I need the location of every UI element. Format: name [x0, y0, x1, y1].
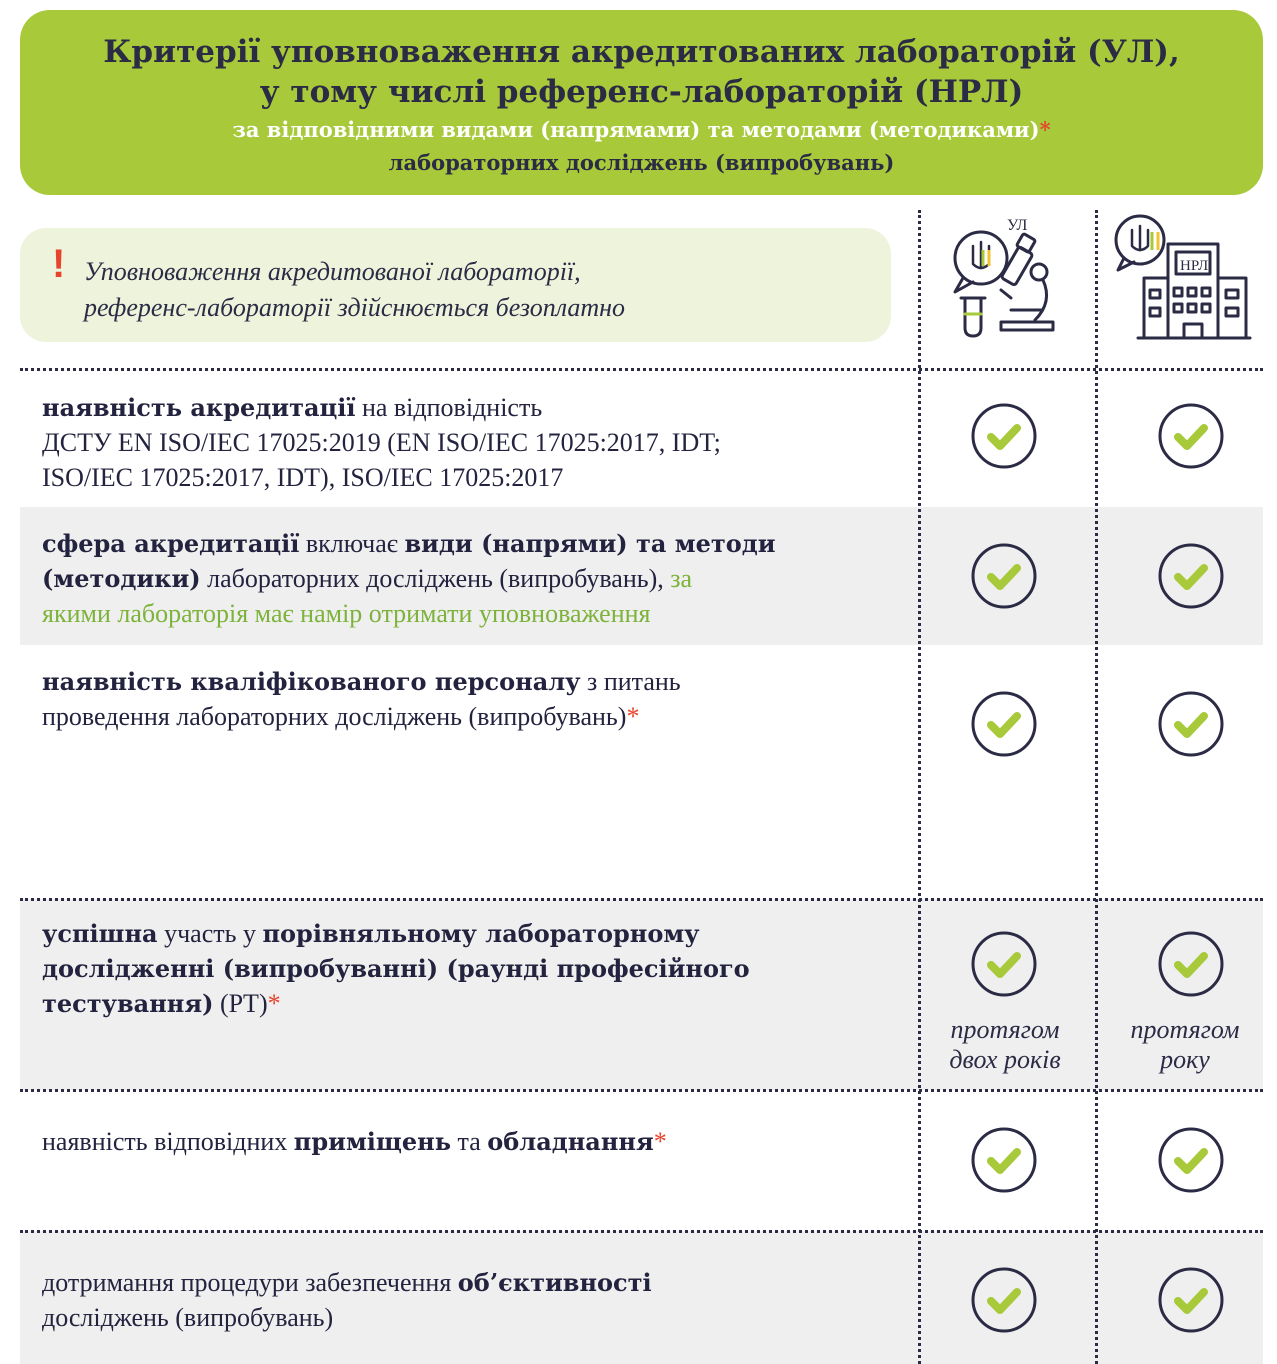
criterion-text: (PT) [213, 989, 268, 1018]
criterion-bold: види (напрями) та методи [404, 529, 776, 558]
row-divider [20, 368, 1263, 371]
criterion-text: участь у [157, 919, 263, 948]
criterion-highlight: за [670, 564, 693, 593]
nrl-label: НРЛ [1180, 258, 1209, 274]
row-divider [20, 1089, 1263, 1092]
criterion-text: дотримання процедури забезпечення [42, 1268, 458, 1297]
criterion-bold: наявність акредитації [42, 393, 356, 422]
row-divider [20, 1230, 1263, 1233]
criterion-bold: сфера акредитації [42, 529, 300, 558]
criterion-line: ISO/IEC 17025:2017, IDT), ISO/IEC 17025:2017 [42, 463, 564, 492]
subtitle-line-2: лабораторних досліджень (випробувань) [388, 150, 895, 175]
exclamation-icon: ! [52, 242, 66, 286]
nrl-period [1105, 1015, 1265, 1075]
title-banner [20, 10, 1263, 195]
laboratory-microscope-icon [943, 210, 1063, 345]
criterion-text: включає [299, 529, 405, 558]
criterion-bold: наявність кваліфікованого персоналу [42, 667, 581, 696]
check-circle-icon [970, 930, 1038, 998]
criterion-text: наявність відповідних [42, 1127, 294, 1156]
subtitle-line-1 [20, 115, 1263, 145]
criterion-accreditation-scope [42, 526, 776, 631]
criterion-bold: дослідженні (випробуванні) (раунді професійного [42, 954, 750, 983]
check-circle-icon [970, 1126, 1038, 1194]
ul-period [925, 1015, 1085, 1075]
check-circle-icon [1157, 1266, 1225, 1334]
notice-text [84, 254, 625, 326]
criterion-bold: тестування) [42, 989, 214, 1018]
check-circle-icon [1157, 930, 1225, 998]
column-divider [1095, 210, 1098, 1364]
check-circle-icon [970, 1266, 1038, 1334]
period-text: року [1160, 1045, 1210, 1074]
notice-line-1: Уповноваження акредитованої лабораторії, [84, 257, 581, 286]
subtitle-text: за відповідними видами (напрямами) та методами (методиками) [232, 117, 1040, 142]
criterion-qualified-staff [42, 664, 681, 734]
check-circle-icon [970, 542, 1038, 610]
criterion-bold: приміщень [293, 1127, 452, 1156]
free-of-charge-notice [20, 228, 891, 342]
criterion-bold: успішна [42, 919, 158, 948]
period-text: двох років [949, 1045, 1061, 1074]
title-line-1: Критерії уповноваження акредитованих лабораторій (УЛ), [103, 34, 1180, 70]
check-circle-icon [970, 690, 1038, 758]
footnote-star: * [626, 702, 640, 731]
footnote-star: * [1039, 117, 1051, 142]
check-circle-icon [1157, 1126, 1225, 1194]
criterion-line: досліджень (випробувань) [42, 1303, 334, 1332]
criterion-line: проведення лабораторних досліджень (випробувань) [42, 702, 627, 731]
footnote-star: * [267, 989, 281, 1018]
footnote-star: * [653, 1127, 667, 1156]
criterion-bold: (методики) [42, 564, 201, 593]
criterion-proficiency-testing [42, 916, 750, 1021]
notice-line-2: референс-лабораторії здійснюється безоплатно [84, 293, 626, 322]
period-text: протягом [950, 1015, 1060, 1044]
check-circle-icon [1157, 402, 1225, 470]
criterion-highlight: якими лабораторія має намір отримати уповноваження [42, 599, 651, 628]
criterion-text: лабораторних досліджень (випробувань), [200, 564, 671, 593]
row-bg-5 [20, 1090, 1263, 1231]
check-circle-icon [970, 402, 1038, 470]
criterion-premises-equipment [42, 1124, 667, 1159]
criterion-accreditation [42, 390, 721, 495]
check-circle-icon [1157, 542, 1225, 610]
criterion-line: ДСТУ EN ISO/IEC 17025:2019 (EN ISO/IEC 17025:2017, IDT; [42, 428, 721, 457]
criterion-objectivity [42, 1265, 652, 1335]
check-circle-icon [1157, 690, 1225, 758]
period-text: протягом [1130, 1015, 1240, 1044]
column-divider [918, 210, 921, 1364]
ul-label: УЛ [1007, 217, 1028, 234]
criterion-text: на відповідність [355, 393, 543, 422]
title-line-2: у тому числі референс-лабораторій (НРЛ) [259, 74, 1024, 110]
row-divider [20, 898, 1263, 901]
criterion-bold: обладнання [487, 1127, 654, 1156]
criterion-bold: об’єктивності [457, 1268, 652, 1297]
reference-lab-building-icon [1110, 210, 1260, 345]
criterion-bold: порівняльному лабораторному [262, 919, 700, 948]
criterion-text: та [451, 1127, 488, 1156]
criterion-text: з питань [580, 667, 681, 696]
